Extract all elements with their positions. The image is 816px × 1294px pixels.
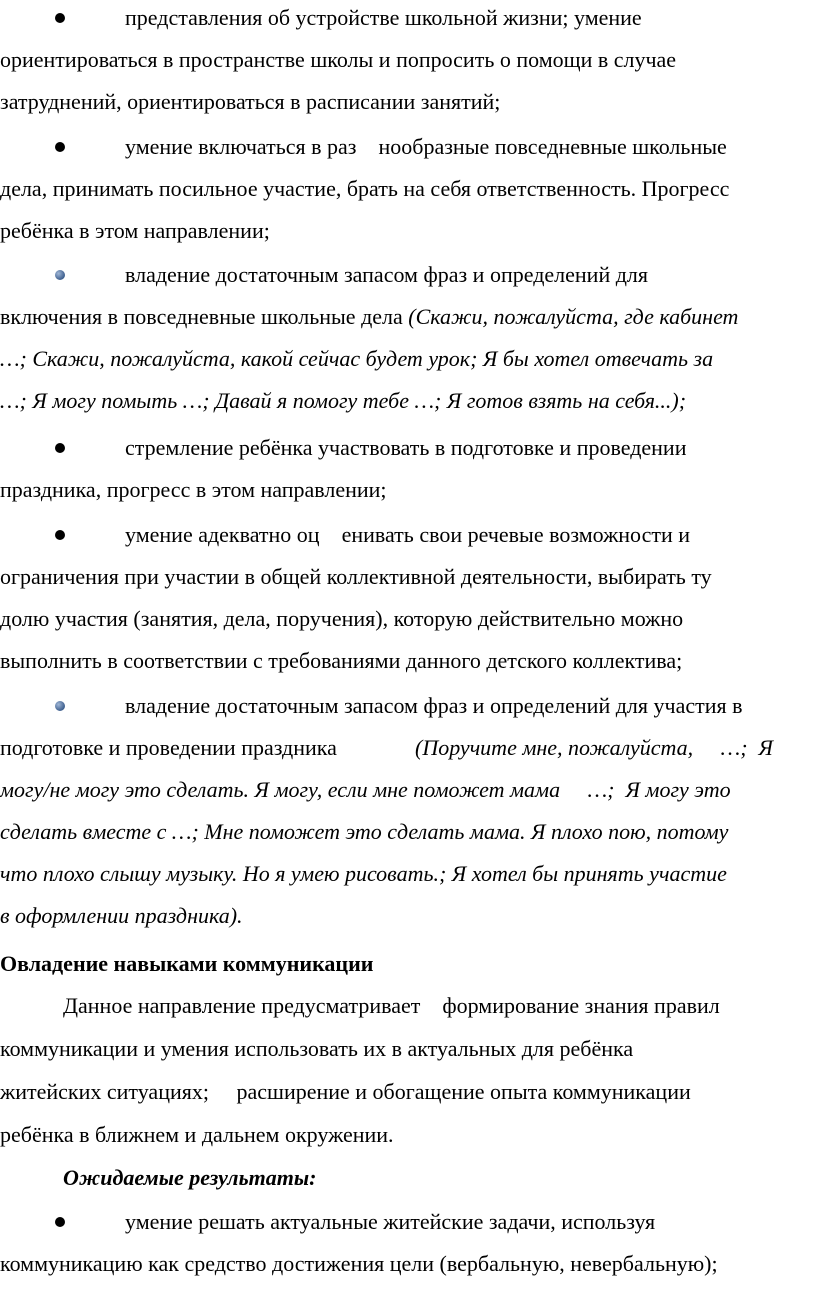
text-fragment: включения в повседневные школьные дела bbox=[0, 304, 409, 329]
example-phrases: могу/не могу это сделать. Я могу, если мне поможет мама …; Я могу это bbox=[0, 777, 731, 802]
bullet-icon bbox=[55, 270, 65, 280]
text-line: представления об устройстве школьной жизни; умение bbox=[125, 5, 642, 30]
text-fragment: подготовке и проведении праздника bbox=[0, 735, 337, 760]
text-line: праздника, прогресс в этом направлении; bbox=[0, 477, 387, 502]
text-line: умение адекватно оц енивать свои речевые возможности и bbox=[125, 522, 691, 547]
text-line: дела, принимать посильное участие, брать на себя ответственность. Прогресс bbox=[0, 176, 730, 201]
text-line: умение включаться в раз нообразные повседневные школьные bbox=[125, 134, 727, 159]
example-phrases: …; Я могу помыть …; Давай я помогу тебе …; Я готов взять на себя...); bbox=[0, 388, 687, 413]
example-phrases: в оформлении праздника). bbox=[0, 903, 243, 928]
example-phrases: (Поручите мне, пожалуйста, …; Я bbox=[415, 735, 774, 760]
bullet-icon bbox=[55, 443, 65, 453]
expected-results-title: Ожидаемые результаты: bbox=[63, 1165, 317, 1190]
text-line: коммуникацию как средство достижения цели (вербальную, невербальную); bbox=[0, 1251, 718, 1276]
bullet-icon bbox=[55, 701, 65, 711]
example-phrases: (Скажи, пожалуйста, где кабинет bbox=[408, 304, 739, 329]
text-line: житейских ситуациях; расширение и обогащение опыта коммуникации bbox=[0, 1079, 691, 1104]
text-line: долю участия (занятия, дела, поручения), которую действительно можно bbox=[0, 606, 684, 631]
text-line: ребёнка в этом направлении; bbox=[0, 218, 270, 243]
text-line: владение достаточным запасом фраз и определений для bbox=[125, 262, 649, 287]
bullet-icon bbox=[55, 13, 65, 23]
text-line: затруднений, ориентироваться в расписании занятий; bbox=[0, 89, 501, 114]
example-phrases: …; Скажи, пожалуйста, какой сейчас будет урок; Я бы хотел отвечать за bbox=[0, 346, 714, 371]
text-line bbox=[0, 733, 774, 763]
text-line bbox=[0, 302, 738, 332]
bullet-icon bbox=[55, 1217, 65, 1227]
text-line: коммуникации и умения использовать их в актуальных для ребёнка bbox=[0, 1036, 634, 1061]
example-phrases: что плохо слышу музыку. Но я умею рисовать.; Я хотел бы принять участие bbox=[0, 861, 727, 886]
bullet-icon bbox=[55, 142, 65, 152]
text-line: Данное направление предусматривает формирование знания правил bbox=[63, 993, 720, 1018]
text-line: ориентироваться в пространстве школы и попросить о помощи в случае bbox=[0, 47, 677, 72]
text-line: выполнить в соответствии с требованиями данного детского коллектива; bbox=[0, 648, 683, 673]
text-line: ограничения при участии в общей коллективной деятельности, выбирать ту bbox=[0, 564, 712, 589]
text-line: стремление ребёнка участвовать в подготовке и проведении bbox=[125, 435, 687, 460]
text-line: ребёнка в ближнем и дальнем окружении. bbox=[0, 1122, 394, 1147]
example-phrases: сделать вместе с …; Мне поможет это сделать мама. Я плохо пою, потому bbox=[0, 819, 729, 844]
text-line: умение решать актуальные житейские задачи, используя bbox=[125, 1209, 656, 1234]
section-heading: Овладение навыками коммуникации bbox=[0, 951, 374, 976]
text-line: владение достаточным запасом фраз и определений для участия в bbox=[125, 693, 743, 718]
bullet-icon bbox=[55, 530, 65, 540]
